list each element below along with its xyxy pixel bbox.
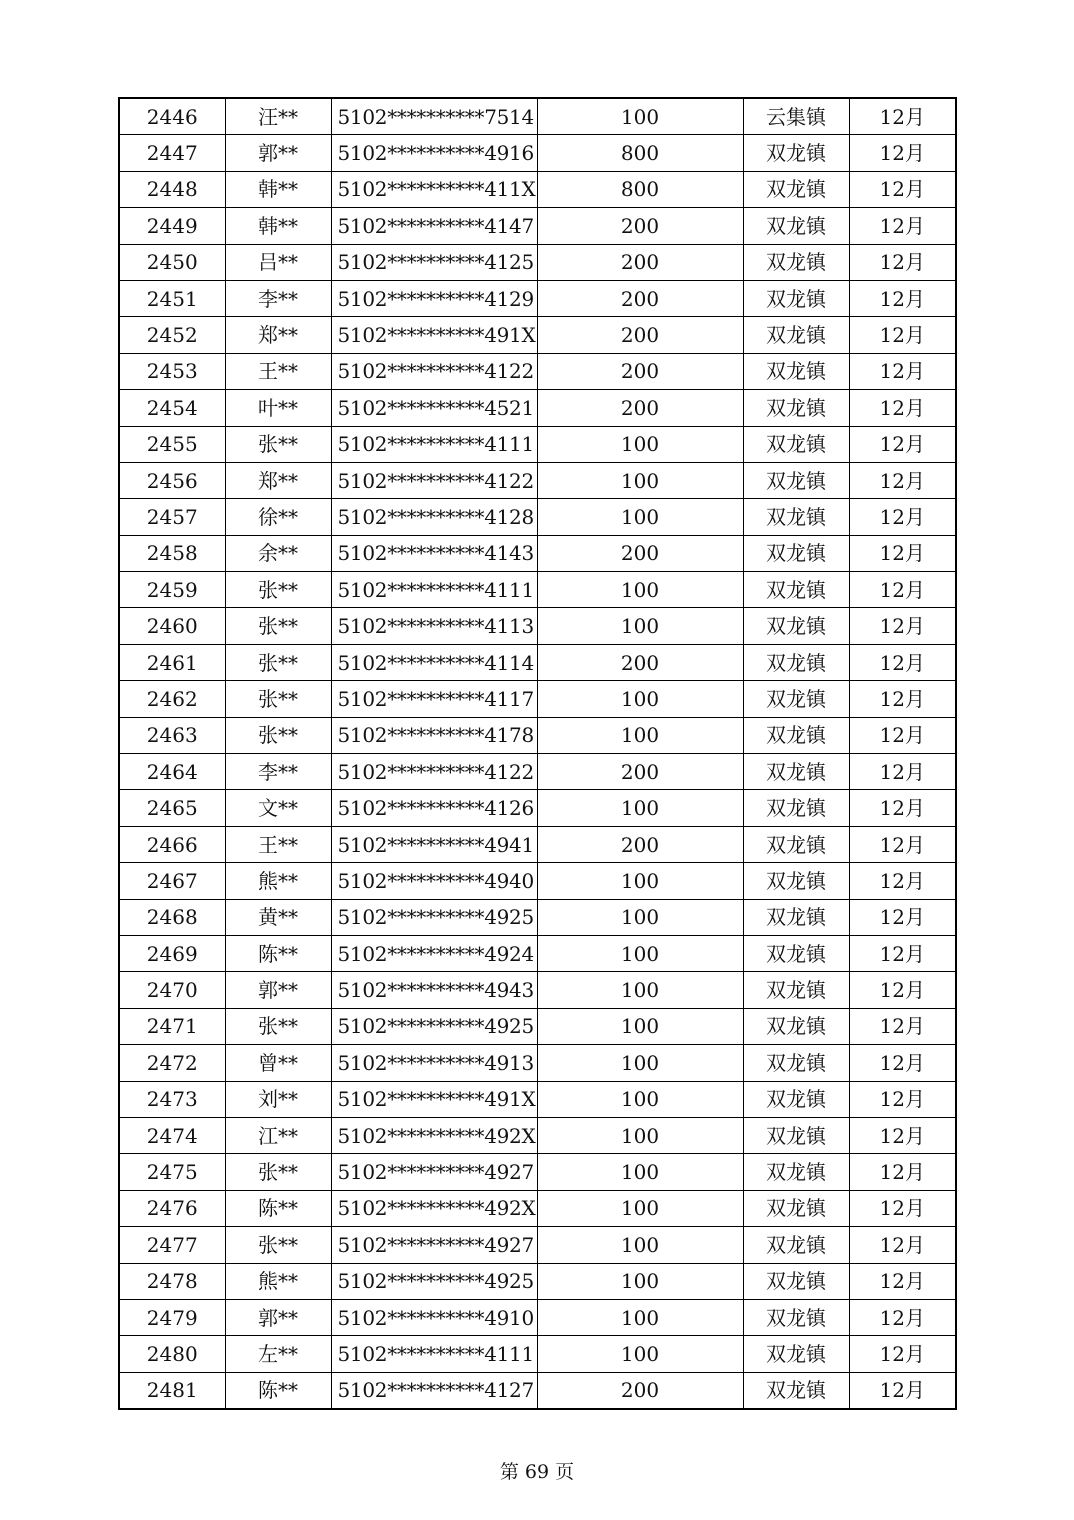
serial-number-cell: 2466 [119, 826, 225, 862]
name-cell: 叶** [225, 390, 331, 426]
month-cell: 12月 [849, 1336, 956, 1372]
name-cell: 张** [225, 644, 331, 680]
name-cell: 陈** [225, 1372, 331, 1409]
serial-number-cell: 2449 [119, 208, 225, 244]
town-cell: 双龙镇 [743, 462, 849, 498]
month-cell: 12月 [849, 644, 956, 680]
serial-number-cell: 2465 [119, 790, 225, 826]
id-number-cell: 5102**********4127 [331, 1372, 537, 1409]
name-cell: 张** [225, 1008, 331, 1044]
table-row [119, 1117, 956, 1153]
amount-cell: 200 [537, 1372, 743, 1409]
serial-number-cell: 2457 [119, 499, 225, 535]
id-number-cell: 5102**********4113 [331, 608, 537, 644]
table-row [119, 317, 956, 353]
name-cell: 张** [225, 681, 331, 717]
amount-cell: 100 [537, 1227, 743, 1263]
town-cell: 双龙镇 [743, 1336, 849, 1372]
table-row [119, 426, 956, 462]
serial-number-cell: 2452 [119, 317, 225, 353]
table-row [119, 499, 956, 535]
serial-number-cell: 2469 [119, 935, 225, 971]
town-cell: 双龙镇 [743, 826, 849, 862]
amount-cell: 100 [537, 462, 743, 498]
table-row [119, 717, 956, 753]
town-cell: 双龙镇 [743, 1045, 849, 1081]
month-cell: 12月 [849, 681, 956, 717]
id-number-cell: 5102**********4126 [331, 790, 537, 826]
month-cell: 12月 [849, 1008, 956, 1044]
name-cell: 张** [225, 1154, 331, 1190]
town-cell: 双龙镇 [743, 608, 849, 644]
id-number-cell: 5102**********4147 [331, 208, 537, 244]
name-cell: 郑** [225, 462, 331, 498]
serial-number-cell: 2447 [119, 135, 225, 171]
month-cell: 12月 [849, 171, 956, 207]
serial-number-cell: 2476 [119, 1190, 225, 1226]
town-cell: 双龙镇 [743, 171, 849, 207]
name-cell: 文** [225, 790, 331, 826]
town-cell: 双龙镇 [743, 899, 849, 935]
amount-cell: 100 [537, 499, 743, 535]
town-cell: 双龙镇 [743, 644, 849, 680]
town-cell: 云集镇 [743, 98, 849, 135]
serial-number-cell: 2473 [119, 1081, 225, 1117]
month-cell: 12月 [849, 1117, 956, 1153]
id-number-cell: 5102**********4521 [331, 390, 537, 426]
name-cell: 张** [225, 717, 331, 753]
serial-number-cell: 2456 [119, 462, 225, 498]
table-row [119, 390, 956, 426]
month-cell: 12月 [849, 1190, 956, 1226]
month-cell: 12月 [849, 1372, 956, 1409]
id-number-cell: 5102**********492X [331, 1117, 537, 1153]
serial-number-cell: 2480 [119, 1336, 225, 1372]
table-row [119, 1299, 956, 1335]
month-cell: 12月 [849, 935, 956, 971]
table-row [119, 98, 956, 135]
amount-cell: 100 [537, 426, 743, 462]
id-number-cell: 5102**********4111 [331, 1336, 537, 1372]
table-row [119, 1190, 956, 1226]
records-table [118, 97, 957, 1410]
serial-number-cell: 2468 [119, 899, 225, 935]
amount-cell: 100 [537, 681, 743, 717]
month-cell: 12月 [849, 608, 956, 644]
amount-cell: 100 [537, 1008, 743, 1044]
town-cell: 双龙镇 [743, 1154, 849, 1190]
id-number-cell: 5102**********4111 [331, 572, 537, 608]
town-cell: 双龙镇 [743, 863, 849, 899]
month-cell: 12月 [849, 717, 956, 753]
name-cell: 吕** [225, 244, 331, 280]
month-cell: 12月 [849, 98, 956, 135]
id-number-cell: 5102**********492X [331, 1190, 537, 1226]
name-cell: 王** [225, 353, 331, 389]
table-row [119, 1081, 956, 1117]
id-number-cell: 5102**********4122 [331, 353, 537, 389]
serial-number-cell: 2464 [119, 754, 225, 790]
name-cell: 汪** [225, 98, 331, 135]
table-row [119, 135, 956, 171]
amount-cell: 100 [537, 972, 743, 1008]
page-number: 第 69 页 [499, 1461, 575, 1483]
name-cell: 余** [225, 535, 331, 571]
month-cell: 12月 [849, 899, 956, 935]
name-cell: 陈** [225, 935, 331, 971]
id-number-cell: 5102**********4925 [331, 1008, 537, 1044]
name-cell: 张** [225, 1227, 331, 1263]
name-cell: 韩** [225, 171, 331, 207]
table-body [119, 98, 956, 1409]
serial-number-cell: 2448 [119, 171, 225, 207]
amount-cell: 100 [537, 1154, 743, 1190]
town-cell: 双龙镇 [743, 1372, 849, 1409]
amount-cell: 100 [537, 1299, 743, 1335]
serial-number-cell: 2454 [119, 390, 225, 426]
amount-cell: 100 [537, 1190, 743, 1226]
amount-cell: 800 [537, 171, 743, 207]
name-cell: 韩** [225, 208, 331, 244]
amount-cell: 100 [537, 863, 743, 899]
id-number-cell: 5102**********491X [331, 317, 537, 353]
month-cell: 12月 [849, 1299, 956, 1335]
id-number-cell: 5102**********4925 [331, 899, 537, 935]
amount-cell: 200 [537, 208, 743, 244]
id-number-cell: 5102**********411X [331, 171, 537, 207]
town-cell: 双龙镇 [743, 1008, 849, 1044]
serial-number-cell: 2453 [119, 353, 225, 389]
id-number-cell: 5102**********7514 [331, 98, 537, 135]
id-number-cell: 5102**********4925 [331, 1263, 537, 1299]
name-cell: 张** [225, 572, 331, 608]
month-cell: 12月 [849, 390, 956, 426]
amount-cell: 100 [537, 1336, 743, 1372]
name-cell: 熊** [225, 863, 331, 899]
serial-number-cell: 2478 [119, 1263, 225, 1299]
amount-cell: 200 [537, 390, 743, 426]
serial-number-cell: 2477 [119, 1227, 225, 1263]
town-cell: 双龙镇 [743, 1263, 849, 1299]
town-cell: 双龙镇 [743, 535, 849, 571]
serial-number-cell: 2446 [119, 98, 225, 135]
name-cell: 郭** [225, 972, 331, 1008]
town-cell: 双龙镇 [743, 1299, 849, 1335]
id-number-cell: 5102**********4122 [331, 754, 537, 790]
table-row [119, 535, 956, 571]
name-cell: 郭** [225, 1299, 331, 1335]
month-cell: 12月 [849, 244, 956, 280]
table-row [119, 353, 956, 389]
table-row [119, 1336, 956, 1372]
town-cell: 双龙镇 [743, 1081, 849, 1117]
amount-cell: 100 [537, 899, 743, 935]
amount-cell: 100 [537, 1045, 743, 1081]
id-number-cell: 5102**********4117 [331, 681, 537, 717]
town-cell: 双龙镇 [743, 353, 849, 389]
town-cell: 双龙镇 [743, 317, 849, 353]
serial-number-cell: 2470 [119, 972, 225, 1008]
name-cell: 张** [225, 608, 331, 644]
id-number-cell: 5102**********4943 [331, 972, 537, 1008]
month-cell: 12月 [849, 353, 956, 389]
amount-cell: 200 [537, 644, 743, 680]
town-cell: 双龙镇 [743, 1227, 849, 1263]
town-cell: 双龙镇 [743, 717, 849, 753]
name-cell: 曾** [225, 1045, 331, 1081]
table-row [119, 608, 956, 644]
town-cell: 双龙镇 [743, 572, 849, 608]
month-cell: 12月 [849, 462, 956, 498]
month-cell: 12月 [849, 499, 956, 535]
town-cell: 双龙镇 [743, 790, 849, 826]
amount-cell: 100 [537, 717, 743, 753]
serial-number-cell: 2451 [119, 280, 225, 316]
id-number-cell: 5102**********4913 [331, 1045, 537, 1081]
name-cell: 黄** [225, 899, 331, 935]
serial-number-cell: 2467 [119, 863, 225, 899]
id-number-cell: 5102**********4940 [331, 863, 537, 899]
serial-number-cell: 2479 [119, 1299, 225, 1335]
table-row [119, 790, 956, 826]
month-cell: 12月 [849, 1263, 956, 1299]
serial-number-cell: 2459 [119, 572, 225, 608]
id-number-cell: 5102**********4129 [331, 280, 537, 316]
serial-number-cell: 2481 [119, 1372, 225, 1409]
month-cell: 12月 [849, 280, 956, 316]
name-cell: 江** [225, 1117, 331, 1153]
name-cell: 王** [225, 826, 331, 862]
table-row [119, 280, 956, 316]
serial-number-cell: 2474 [119, 1117, 225, 1153]
table-row [119, 572, 956, 608]
table-row [119, 1154, 956, 1190]
serial-number-cell: 2461 [119, 644, 225, 680]
name-cell: 郭** [225, 135, 331, 171]
table-row [119, 1263, 956, 1299]
table-row [119, 826, 956, 862]
amount-cell: 200 [537, 317, 743, 353]
town-cell: 双龙镇 [743, 754, 849, 790]
month-cell: 12月 [849, 754, 956, 790]
table-row [119, 171, 956, 207]
town-cell: 双龙镇 [743, 390, 849, 426]
town-cell: 双龙镇 [743, 499, 849, 535]
id-number-cell: 5102**********4114 [331, 644, 537, 680]
id-number-cell: 5102**********4941 [331, 826, 537, 862]
month-cell: 12月 [849, 317, 956, 353]
town-cell: 双龙镇 [743, 681, 849, 717]
month-cell: 12月 [849, 535, 956, 571]
month-cell: 12月 [849, 863, 956, 899]
table-row [119, 1227, 956, 1263]
month-cell: 12月 [849, 426, 956, 462]
name-cell: 张** [225, 426, 331, 462]
amount-cell: 200 [537, 826, 743, 862]
id-number-cell: 5102**********4122 [331, 462, 537, 498]
amount-cell: 200 [537, 280, 743, 316]
amount-cell: 100 [537, 790, 743, 826]
table-row [119, 244, 956, 280]
name-cell: 李** [225, 280, 331, 316]
table-row [119, 681, 956, 717]
table-row [119, 462, 956, 498]
table-row [119, 1372, 956, 1409]
serial-number-cell: 2475 [119, 1154, 225, 1190]
month-cell: 12月 [849, 1227, 956, 1263]
town-cell: 双龙镇 [743, 208, 849, 244]
serial-number-cell: 2472 [119, 1045, 225, 1081]
amount-cell: 200 [537, 353, 743, 389]
table-row [119, 754, 956, 790]
amount-cell: 100 [537, 1263, 743, 1299]
month-cell: 12月 [849, 972, 956, 1008]
amount-cell: 200 [537, 754, 743, 790]
town-cell: 双龙镇 [743, 935, 849, 971]
id-number-cell: 5102**********491X [331, 1081, 537, 1117]
amount-cell: 200 [537, 535, 743, 571]
id-number-cell: 5102**********4916 [331, 135, 537, 171]
id-number-cell: 5102**********4125 [331, 244, 537, 280]
id-number-cell: 5102**********4143 [331, 535, 537, 571]
table-row [119, 899, 956, 935]
id-number-cell: 5102**********4927 [331, 1227, 537, 1263]
serial-number-cell: 2463 [119, 717, 225, 753]
amount-cell: 100 [537, 572, 743, 608]
id-number-cell: 5102**********4910 [331, 1299, 537, 1335]
id-number-cell: 5102**********4111 [331, 426, 537, 462]
table-row [119, 644, 956, 680]
month-cell: 12月 [849, 826, 956, 862]
table-row [119, 972, 956, 1008]
amount-cell: 100 [537, 608, 743, 644]
month-cell: 12月 [849, 208, 956, 244]
month-cell: 12月 [849, 1045, 956, 1081]
town-cell: 双龙镇 [743, 972, 849, 1008]
id-number-cell: 5102**********4927 [331, 1154, 537, 1190]
name-cell: 左** [225, 1336, 331, 1372]
amount-cell: 100 [537, 1081, 743, 1117]
town-cell: 双龙镇 [743, 1190, 849, 1226]
name-cell: 徐** [225, 499, 331, 535]
town-cell: 双龙镇 [743, 280, 849, 316]
amount-cell: 100 [537, 98, 743, 135]
name-cell: 李** [225, 754, 331, 790]
serial-number-cell: 2460 [119, 608, 225, 644]
serial-number-cell: 2462 [119, 681, 225, 717]
name-cell: 陈** [225, 1190, 331, 1226]
month-cell: 12月 [849, 135, 956, 171]
town-cell: 双龙镇 [743, 135, 849, 171]
table-row [119, 935, 956, 971]
name-cell: 刘** [225, 1081, 331, 1117]
town-cell: 双龙镇 [743, 244, 849, 280]
table-row [119, 863, 956, 899]
amount-cell: 100 [537, 1117, 743, 1153]
name-cell: 郑** [225, 317, 331, 353]
table-row [119, 1008, 956, 1044]
table-row [119, 1045, 956, 1081]
serial-number-cell: 2471 [119, 1008, 225, 1044]
serial-number-cell: 2450 [119, 244, 225, 280]
id-number-cell: 5102**********4128 [331, 499, 537, 535]
amount-cell: 200 [537, 244, 743, 280]
id-number-cell: 5102**********4924 [331, 935, 537, 971]
month-cell: 12月 [849, 1081, 956, 1117]
amount-cell: 800 [537, 135, 743, 171]
month-cell: 12月 [849, 1154, 956, 1190]
id-number-cell: 5102**********4178 [331, 717, 537, 753]
serial-number-cell: 2455 [119, 426, 225, 462]
town-cell: 双龙镇 [743, 1117, 849, 1153]
month-cell: 12月 [849, 572, 956, 608]
serial-number-cell: 2458 [119, 535, 225, 571]
amount-cell: 100 [537, 935, 743, 971]
town-cell: 双龙镇 [743, 426, 849, 462]
name-cell: 熊** [225, 1263, 331, 1299]
month-cell: 12月 [849, 790, 956, 826]
table-row [119, 208, 956, 244]
